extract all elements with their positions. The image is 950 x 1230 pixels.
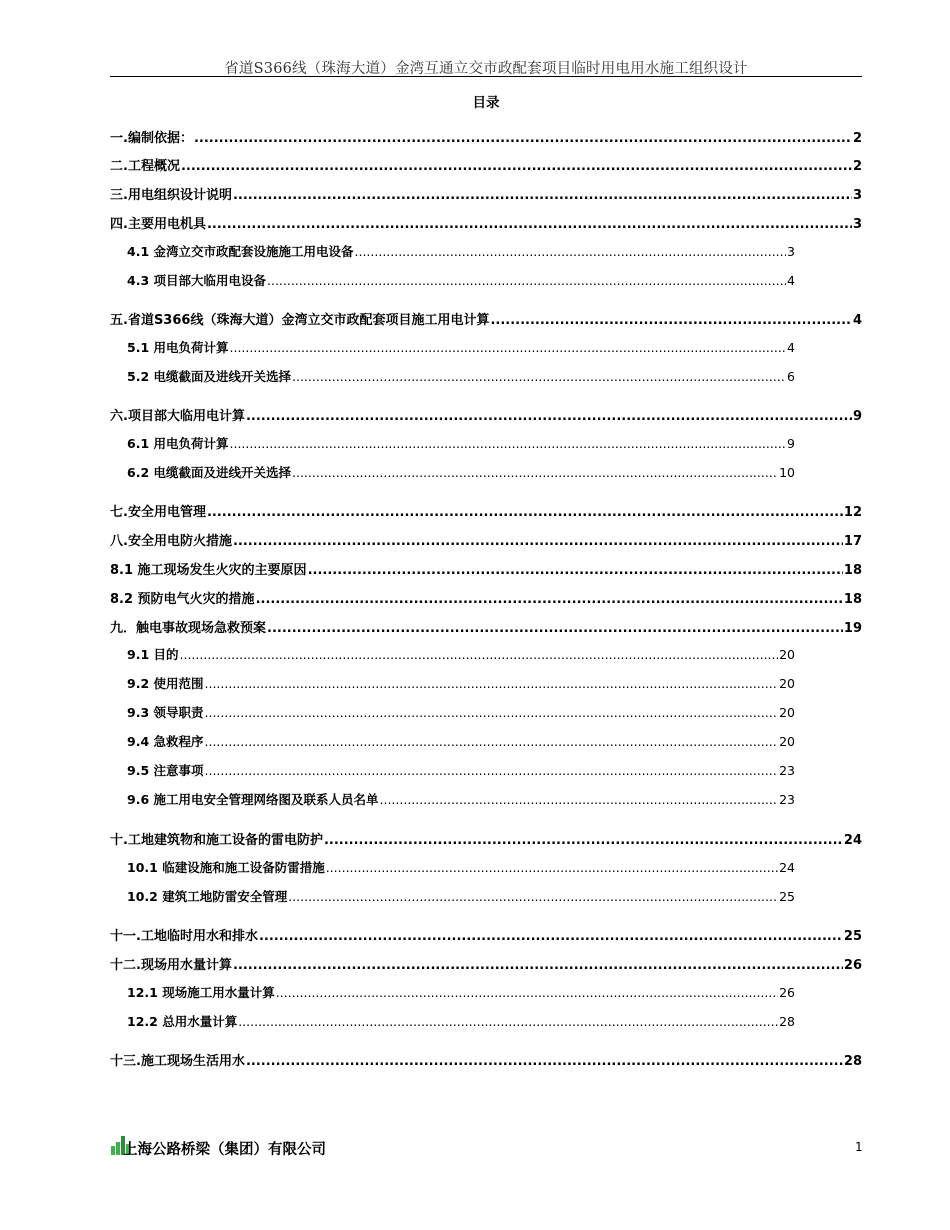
- toc-leader-dots: [288, 889, 778, 904]
- toc-entry-page: 18: [843, 563, 862, 578]
- toc-entry-label: 十.工地建筑物和施工设备的雷电防护: [110, 833, 323, 848]
- toc-leader-dots: [230, 340, 787, 355]
- toc-entry[interactable]: [110, 405, 862, 424]
- toc-entry-label: 10.2 建筑工地防雷安全管理: [127, 889, 288, 904]
- toc-leader-dots: [238, 1014, 778, 1029]
- toc-entry[interactable]: [110, 1050, 862, 1069]
- toc-entry[interactable]: [127, 434, 795, 452]
- toc-entry-page: 25: [843, 929, 862, 944]
- toc-entry[interactable]: [127, 674, 795, 692]
- toc-entry-page: 10: [779, 465, 795, 480]
- footer-company-name: 上海公路桥梁（集团）有限公司: [123, 1142, 326, 1158]
- toc-entry[interactable]: [110, 213, 862, 232]
- toc-entry-page: 24: [779, 860, 795, 875]
- toc-entry-label: 七.安全用电管理: [110, 505, 206, 520]
- toc-entry-page: 20: [779, 734, 795, 749]
- toc-entry-label: 8.1 施工现场发生火灾的主要原因: [110, 563, 307, 578]
- toc-leader-dots: [230, 436, 787, 451]
- document-header-title: 省道S366线（珠海大道）金湾互通立交市政配套项目临时用电用水施工组织设计: [224, 61, 748, 77]
- toc-entry-label: 6.1 用电负荷计算: [127, 436, 229, 451]
- toc-entry-label: 六.项目部大临用电计算: [110, 409, 245, 424]
- toc-entry-label: 5.1 用电负荷计算: [127, 340, 229, 355]
- toc-leader-dots: [256, 592, 843, 607]
- toc-entry-page: 2: [852, 131, 862, 146]
- toc-entry-page: 28: [779, 1014, 795, 1029]
- toc-entry-label: 10.1 临建设施和施工设备防雷措施: [127, 860, 325, 875]
- toc-entry[interactable]: [127, 887, 795, 905]
- toc-leader-dots: [205, 676, 779, 691]
- toc-leader-dots: [207, 217, 852, 232]
- toc-entry[interactable]: [127, 858, 795, 876]
- toc-entry-label: 6.2 电缆截面及进线开关选择: [127, 465, 291, 480]
- toc-entry-page: 3: [852, 188, 862, 203]
- toc-entry-label: 四.主要用电机具: [110, 217, 206, 232]
- toc-entry-label: 12.1 现场施工用水量计算: [127, 985, 275, 1000]
- toc-entry-label: 5.2 电缆截面及进线开关选择: [127, 369, 291, 384]
- toc-leader-dots: [205, 705, 779, 720]
- toc-entry[interactable]: [127, 732, 795, 750]
- toc-entry[interactable]: [127, 338, 795, 356]
- toc-leader-dots: [259, 929, 843, 944]
- toc-entry-page: 9: [787, 436, 795, 451]
- toc-entry-label: 9.4 急救程序: [127, 734, 204, 749]
- toc-entry[interactable]: [110, 617, 862, 636]
- toc-entry[interactable]: [110, 954, 862, 973]
- toc-entry[interactable]: [127, 463, 795, 481]
- toc-entry-page: 17: [843, 534, 862, 549]
- toc-entry-label: 4.3 项目部大临用电设备: [127, 273, 266, 288]
- toc-entry[interactable]: [127, 790, 795, 808]
- toc-entry-label: 9.6 施工用电安全管理网络图及联系人员名单: [127, 792, 379, 807]
- toc-leader-dots: [292, 369, 786, 384]
- toc-entry-page: 4: [852, 313, 862, 328]
- toc-leader-dots: [292, 465, 778, 480]
- toc-entry-page: 6: [787, 369, 795, 384]
- footer-page-number: 1: [855, 1140, 863, 1154]
- toc-entry-page: 19: [843, 621, 862, 636]
- toc-entry[interactable]: [127, 645, 795, 663]
- toc-entry-label: 一.编制依据：: [110, 131, 193, 146]
- toc-entry-page: 26: [779, 985, 795, 1000]
- toc-entry-page: 4: [787, 340, 795, 355]
- toc-entry[interactable]: [127, 761, 795, 779]
- toc-entry-label: 九．触电事故现场急救预案: [110, 621, 267, 636]
- toc-entry-label: 八.安全用电防火措施: [110, 534, 232, 549]
- toc-leader-dots: [233, 188, 852, 203]
- toc-entry-page: 20: [779, 676, 795, 691]
- toc-entry-label: 9.3 领导职责: [127, 705, 204, 720]
- toc-entry-label: 9.5 注意事项: [127, 763, 204, 778]
- toc-entry-page: 3: [852, 217, 862, 232]
- toc-entry-page: 2: [852, 159, 862, 174]
- toc-entry[interactable]: [110, 501, 862, 520]
- toc-leader-dots: [324, 833, 843, 848]
- toc-title: 目录: [472, 95, 500, 111]
- toc-entry-label: 9.1 目的: [127, 647, 179, 662]
- toc-leader-dots: [205, 763, 779, 778]
- toc-entry[interactable]: [127, 983, 795, 1001]
- toc-leader-dots: [355, 244, 787, 259]
- toc-entry[interactable]: [110, 184, 862, 203]
- toc-entry[interactable]: [110, 925, 862, 944]
- toc-entry-page: 20: [779, 647, 795, 662]
- toc-leader-dots: [326, 860, 778, 875]
- toc-entry-page: 20: [779, 705, 795, 720]
- toc-entry[interactable]: [127, 242, 795, 260]
- toc-entry-page: 28: [843, 1054, 862, 1069]
- toc-entry-page: 3: [787, 244, 795, 259]
- toc-entry[interactable]: [110, 829, 862, 848]
- header-divider: [110, 76, 862, 77]
- toc-leader-dots: [233, 534, 843, 549]
- toc-entry-label: 8.2 预防电气火灾的措施: [110, 592, 255, 607]
- toc-entry-label: 9.2 使用范围: [127, 676, 204, 691]
- toc-leader-dots: [180, 647, 779, 662]
- toc-entry-label: 十二.现场用水量计算: [110, 958, 232, 973]
- toc-leader-dots: [246, 409, 852, 424]
- toc-leader-dots: [181, 159, 852, 174]
- toc-leader-dots: [207, 505, 843, 520]
- toc-entry[interactable]: [110, 530, 862, 549]
- toc-entry-page: 26: [843, 958, 862, 973]
- toc-entry-label: 十一.工地临时用水和排水: [110, 929, 258, 944]
- toc-entry-page: 25: [779, 889, 795, 904]
- toc-entry-label: 三.用电组织设计说明: [110, 188, 232, 203]
- toc-entry-label: 五.省道S366线（珠海大道）金湾立交市政配套项目施工用电计算: [110, 313, 490, 328]
- toc-entry-page: 12: [843, 505, 862, 520]
- toc-leader-dots: [490, 313, 852, 328]
- toc-entry[interactable]: [110, 309, 862, 328]
- toc-entry-page: 23: [779, 792, 795, 807]
- toc-entry[interactable]: [127, 703, 795, 721]
- toc-leader-dots: [194, 131, 852, 146]
- toc-leader-dots: [267, 621, 843, 636]
- toc-leader-dots: [267, 273, 786, 288]
- toc-entry-label: 4.1 金湾立交市政配套设施施工用电设备: [127, 244, 354, 259]
- toc-entry[interactable]: [127, 271, 795, 289]
- toc-entry-page: 9: [852, 409, 862, 424]
- toc-entry-page: 23: [779, 763, 795, 778]
- toc-entry[interactable]: [110, 559, 862, 578]
- toc-entry-label: 12.2 总用水量计算: [127, 1014, 238, 1029]
- toc-leader-dots: [233, 958, 843, 973]
- toc-leader-dots: [380, 792, 779, 807]
- toc-entry-page: 4: [787, 273, 795, 288]
- toc-entry[interactable]: [127, 367, 795, 385]
- toc-entry[interactable]: [110, 155, 862, 174]
- toc-entry[interactable]: [110, 588, 862, 607]
- toc-entry[interactable]: [110, 127, 862, 146]
- toc-entry[interactable]: [127, 1012, 795, 1030]
- toc-entry-page: 18: [843, 592, 862, 607]
- toc-leader-dots: [246, 1054, 843, 1069]
- toc-leader-dots: [308, 563, 843, 578]
- toc-entry-label: 十三.施工现场生活用水: [110, 1054, 245, 1069]
- toc-leader-dots: [276, 985, 778, 1000]
- toc-leader-dots: [205, 734, 779, 749]
- toc-entry-page: 24: [843, 833, 862, 848]
- toc-entry-label: 二.工程概况: [110, 159, 180, 174]
